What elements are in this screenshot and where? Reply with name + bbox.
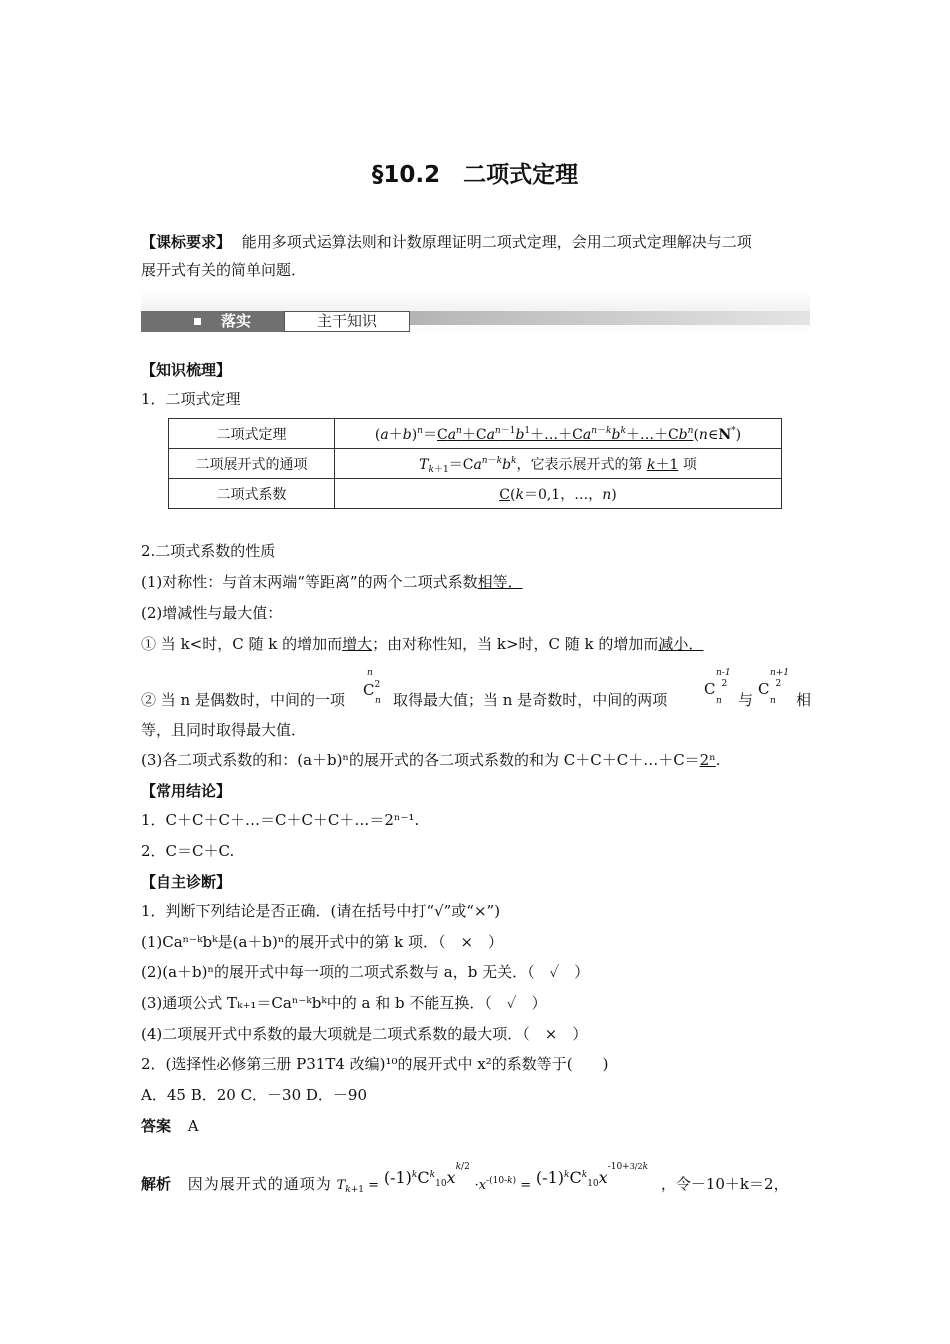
property-sum: (3)各二项式系数的和：(a＋b)ⁿ的展开式的各二项式系数的和为 C＋C＋C＋…＋C＝2ⁿ. [141, 751, 721, 769]
property-max-e: 等，且同时取得最大值． [141, 721, 307, 739]
property-monotonic-detail: ① 当 k<时，C 随 k 的增加而增大；由对称性知，当 k>时，C 随 k 的增加而减小． [141, 635, 704, 653]
c-sub-n: n [770, 696, 776, 706]
answer-line [141, 1116, 199, 1136]
property-max-c: 与 [738, 691, 754, 709]
property-max-b: 取得最大值；当 n 是奇数时，中间的两项 [393, 691, 668, 709]
property-max: ② 当 n 是偶数时，中间的一项 [141, 691, 345, 709]
table-cell-content: $(a+b)^n=Ca^n+Ca^{n-1}b^1+\dots+Ca^{n-k}b^k+\dots+Cb^n(n\in N^*)$ [335, 419, 782, 449]
table-cell-content: $T_{k+1}=Ca^{n-k}b^k$，它表示展开式的第 k＋1 项 [335, 449, 782, 479]
c-sub-n: n [716, 696, 722, 706]
diagnosis-s1: (1)Caⁿ⁻ᵏbᵏ是(a＋b)ⁿ的展开式中的第 k 项．（ × ） [141, 933, 504, 951]
diagnosis-label: 【自主诊断】 [141, 873, 232, 891]
knowledge-item1: 1．二项式定理 [141, 390, 241, 408]
property-max-d: 相 [796, 691, 812, 709]
conclusion-1: 1．C＋C＋C＋…＝C＋C＋C＋…＝2ⁿ⁻¹. [141, 811, 420, 829]
conclusion-label: 【常用结论】 [141, 782, 232, 800]
requirement-text1: 能用多项式运算法则和计数原理证明二项式定理，会用二项式定理解决与二项 [241, 233, 752, 251]
square-bullet-icon [194, 318, 201, 325]
c-top-n2: n [367, 668, 373, 678]
c-sub-n: n [375, 696, 381, 706]
requirement-label: 【课标要求】 [141, 233, 232, 251]
table-row [169, 449, 782, 479]
property-monotonic: (2)增减性与最大值： [141, 604, 283, 622]
requirement-line2: 展开式有关的简单问题． [141, 261, 307, 279]
answer-blank: 减小． [658, 635, 704, 653]
c-symbol-left: C $^2$ [704, 679, 728, 698]
answer-blank: 2ⁿ [699, 751, 716, 769]
table-cell-name: 二项式系数 [169, 479, 335, 509]
answer-label: 答案 [141, 1117, 172, 1135]
answer-value: A [187, 1117, 199, 1135]
conclusion-2: 2．C＝C＋C. [141, 842, 235, 860]
knowledge-label: 【知识梳理】 [141, 361, 232, 379]
diagnosis-s4: (4)二项展开式中系数的最大项就是二项式系数的最大项．（ × ） [141, 1025, 588, 1043]
table-row [169, 419, 782, 449]
c-top-nm1: n-1 [716, 668, 731, 678]
banner-box-label: 主干知识 [284, 311, 410, 332]
table-row [169, 479, 782, 509]
c-symbol-mid: $C^2$ [363, 680, 381, 699]
binomial-table [168, 418, 782, 509]
knowledge-item2: 2.二项式系数的性质 [141, 542, 276, 560]
analysis-line: 解析 因为展开式的通项为 $T_{k+1} = (-1)^kC^k_{10}x^{k/2} \cdot x^{-(10-k)} = (-1)^kC^k_{10}x^{-10+3/2k}$ ，令－10＋k＝2， [141, 1162, 789, 1195]
analysis-label: 解析 [141, 1175, 172, 1193]
table-cell-content: C(k＝0,1，…，n) [335, 479, 782, 509]
diagnosis-q1: 1．判断下列结论是否正确．(请在括号中打“√”或“×”) [141, 902, 501, 920]
requirement-line1 [141, 232, 752, 252]
answer-blank: 增大 [342, 635, 373, 653]
banner-dark-label: 落实 [141, 311, 284, 332]
page-title: §10.2 二项式定理 [371, 162, 579, 188]
diagnosis-s2: (2)(a＋b)ⁿ的展开式中每一项的二项式系数与 a，b 无关．（ ✓ ） [141, 963, 590, 981]
section-banner [141, 290, 810, 336]
table-cell-name: 二项展开式的通项 [169, 449, 335, 479]
table-cell-name: 二项式定理 [169, 419, 335, 449]
c-top-np1: n+1 [770, 668, 790, 678]
diagnosis-q2: 2．(选择性必修第三册 P31T4 改编)¹⁰的展开式中 x²的系数等于( ) [141, 1055, 609, 1073]
c-symbol-right: C $^2$ [758, 679, 782, 698]
diagnosis-options: A．45 B．20 C．－30 D．－90 [141, 1086, 368, 1104]
answer-blank: 相等． [477, 573, 523, 591]
property-symmetry: (1)对称性：与首末两端“等距离”的两个二项式系数相等． [141, 573, 523, 591]
diagnosis-s3: (3)通项公式 Tₖ₊₁＝Caⁿ⁻ᵏbᵏ中的 a 和 b 不能互换．（ ✓ ） [141, 994, 547, 1012]
